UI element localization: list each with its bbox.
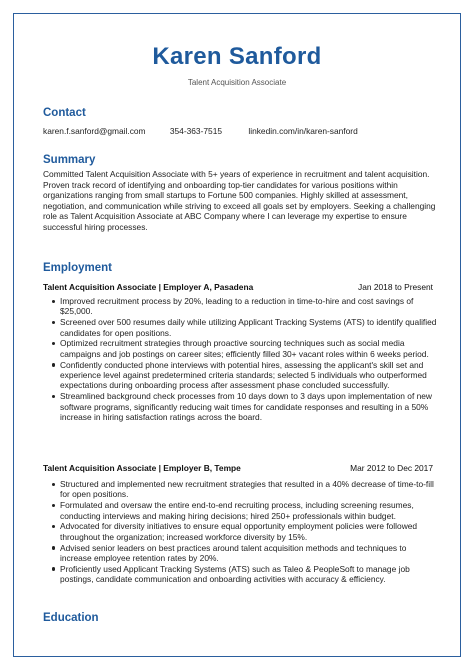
linkedin-text: linkedin.com/in/karen-sanford [248,126,358,136]
email-text: karen.f.sanford@gmail.com [43,126,146,136]
list-item: Formulated and oversaw the entire end-to-end recruiting process, including screening resumes, conducting interviews and making hiring decisions; hired 250+ professionals within budget. [60,500,440,521]
candidate-name: Karen Sanford [152,43,322,70]
education-heading: Education [43,612,99,624]
summary-heading: Summary [43,154,96,166]
summary-text: Committed Talent Acquisition Associate with 5+ years of experience in recruitment and talent acquisition. Proven track record of identifying and onboarding top-tier candidates for various positions within organizations ranging from small startups to Fortune 500 companies. Highly skilled at assessment, negotiation, and communication while striving to exceed all goals set by employers. Seeking a challenging role as Talent Acquisition Associate at ABC Company where I can leverage my expertise to ensure successful hiring processes. [43,169,436,232]
job-bullets [60,479,440,585]
list-item: Advised senior leaders on best practices around talent acquisition methods and techniques to increase employee retention rates by 20%. [60,543,440,564]
job-dates: Jan 2018 to Present [358,282,433,292]
list-item: Optimized recruitment strategies through proactive sourcing techniques such as social media campaigns and job postings on career sites; efficiently filled 30+ vacant roles within 6 weeks period. [60,338,440,359]
list-item: Advocated for diversity initiatives to ensure equal opportunity employment policies were followed throughout the organization; increased workforce diversity by 15%. [60,521,440,542]
job-role: Talent Acquisition Associate | Employer B, Tempe [43,463,241,473]
list-item: Improved recruitment process by 20%, leading to a reduction in time-to-hire and cost savings of $25,000. [60,296,440,317]
job-header [43,282,433,292]
job-bullets [60,296,440,423]
job-dates: Mar 2012 to Dec 2017 [350,463,433,473]
resume-page [13,13,461,657]
candidate-title: Talent Acquisition Associate [187,78,287,87]
list-item: Structured and implemented new recruitment strategies that resulted in a 40% decrease of time-to-fill for open positions. [60,479,440,500]
employment-heading: Employment [43,262,113,274]
list-item: Streamlined background check processes from 10 days down to 3 days upon implementation of new software programs, significantly reducing wait times for candidate responses and resulting in a 50% increase in hiring satisfaction ratings across the board. [60,391,440,422]
contact-row [43,126,358,136]
phone-text: 354-363-7515 [169,126,223,136]
job-role: Talent Acquisition Associate | Employer A, Pasadena [43,282,254,292]
list-item: Screened over 500 resumes daily while utilizing Applicant Tracking Systems (ATS) to identify qualified candidates for open positions. [60,317,440,338]
job-header [43,463,433,473]
list-item: Confidently conducted phone interviews with potential hires, assessing the applicant's skill set and experience level against predetermined criteria standards; selected 5 individuals who outperformed expectations during onboarding process after assessment phase concluded successfully. [60,360,440,391]
list-item: Proficiently used Applicant Tracking Systems (ATS) such as Taleo & PeopleSoft to manage job postings, candidate communication and onboarding activities with accuracy & efficiency. [60,564,440,585]
contact-heading: Contact [43,107,86,119]
